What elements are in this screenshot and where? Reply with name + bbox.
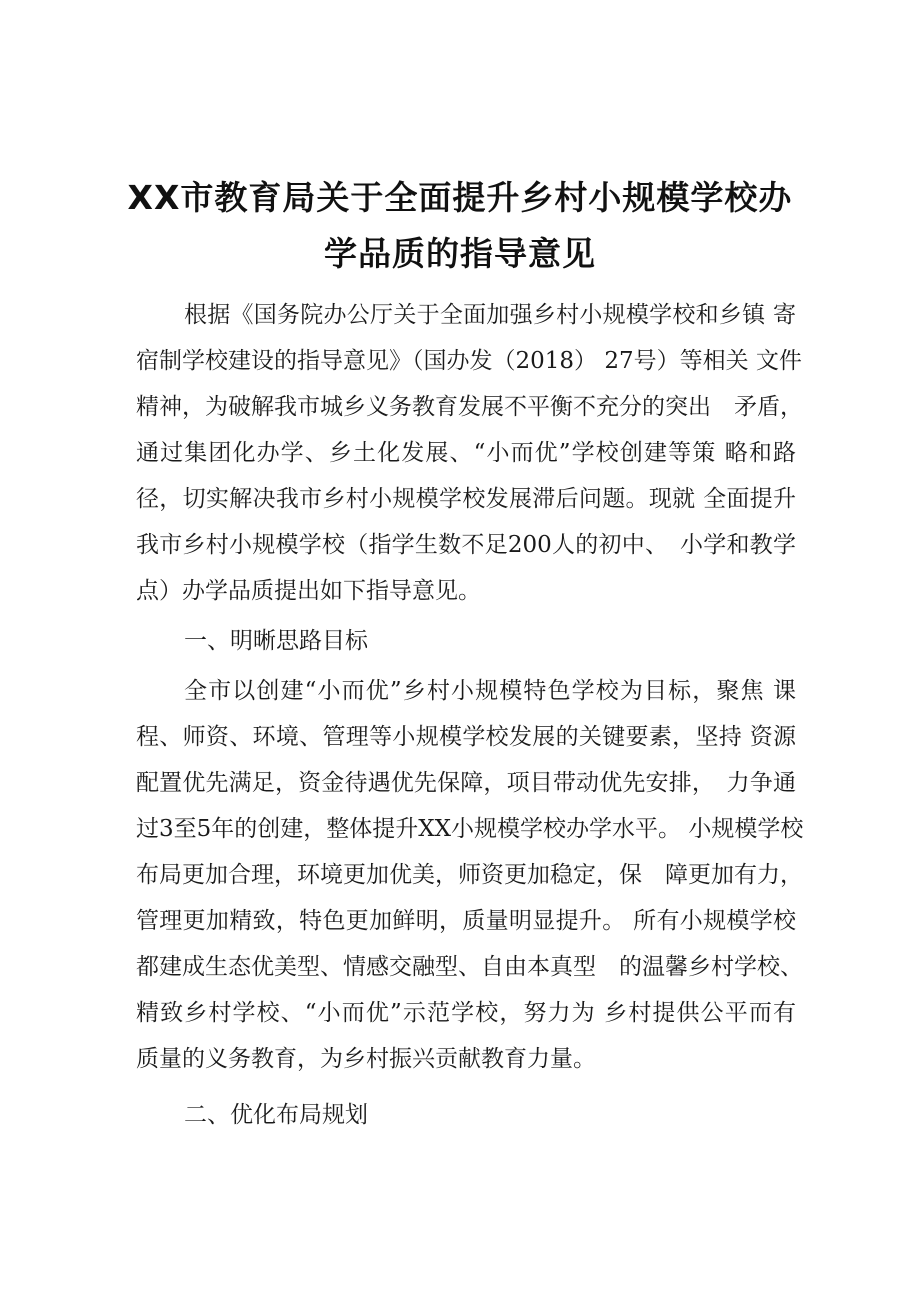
section-heading-1: 一、明晰思路目标: [184, 628, 368, 654]
paragraph-2-line-9: 质量的义务教育，为乡村振兴贡献教育力量。: [136, 1046, 596, 1072]
paragraph-1-line-1: 根据《国务院办公厅关于全面加强乡村小规模学校和乡镇 寄: [184, 302, 796, 328]
paragraph-1-line-6: 我市乡村小规模学校（指学生数不足200人的初中、 小学和教学: [136, 532, 796, 558]
paragraph-2-line-3: 配置优先满足，资金待遇优先保障，项目带动优先安排， 力争通: [136, 770, 796, 796]
paragraph-1-line-5: 径，切实解决我市乡村小规模学校发展滞后问题。现就 全面提升: [136, 486, 796, 512]
paragraph-2-line-2: 程、师资、环境、管理等小规模学校发展的关键要素，坚持 资源: [136, 724, 796, 750]
paragraph-2-line-1: 全市以创建“小而优”乡村小规模特色学校为目标，聚焦 课: [184, 678, 796, 704]
paragraph-1-line-2: 宿制学校建设的指导意见》（国办发（2018） 27号）等相关 文件: [136, 348, 802, 374]
paragraph-1-line-4: 通过集团化办学、乡土化发展、“小而优”学校创建等策 略和路: [136, 440, 796, 466]
paragraph-2-line-5: 布局更加合理，环境更加优美，师资更加稳定，保 障更加有力，: [136, 862, 803, 888]
paragraph-2-line-6: 管理更加精致，特色更加鲜明，质量明显提升。 所有小规模学校: [136, 908, 796, 934]
paragraph-1-line-3: 精神，为破解我市城乡义务教育发展不平衡不充分的突出 矛盾，: [136, 394, 803, 420]
document-title-line-2: 学品质的指导意见: [324, 234, 596, 273]
paragraph-2-line-4: 过3至5年的创建，整体提升XX小规模学校办学水平。 小规模学校: [136, 816, 804, 842]
paragraph-2-line-7: 都建成生态优美型、情感交融型、自由本真型 的温馨乡村学校、: [136, 954, 803, 980]
paragraph-2-line-8: 精致乡村学校、“小而优”示范学校，努力为 乡村提供公平而有: [136, 1000, 796, 1026]
paragraph-1-line-7: 点）办学品质提出如下指导意见。: [136, 578, 481, 604]
document-title-line-1: XX市教育局关于全面提升乡村小规模学校办: [127, 178, 793, 217]
section-heading-2: 二、优化布局规划: [184, 1102, 368, 1128]
